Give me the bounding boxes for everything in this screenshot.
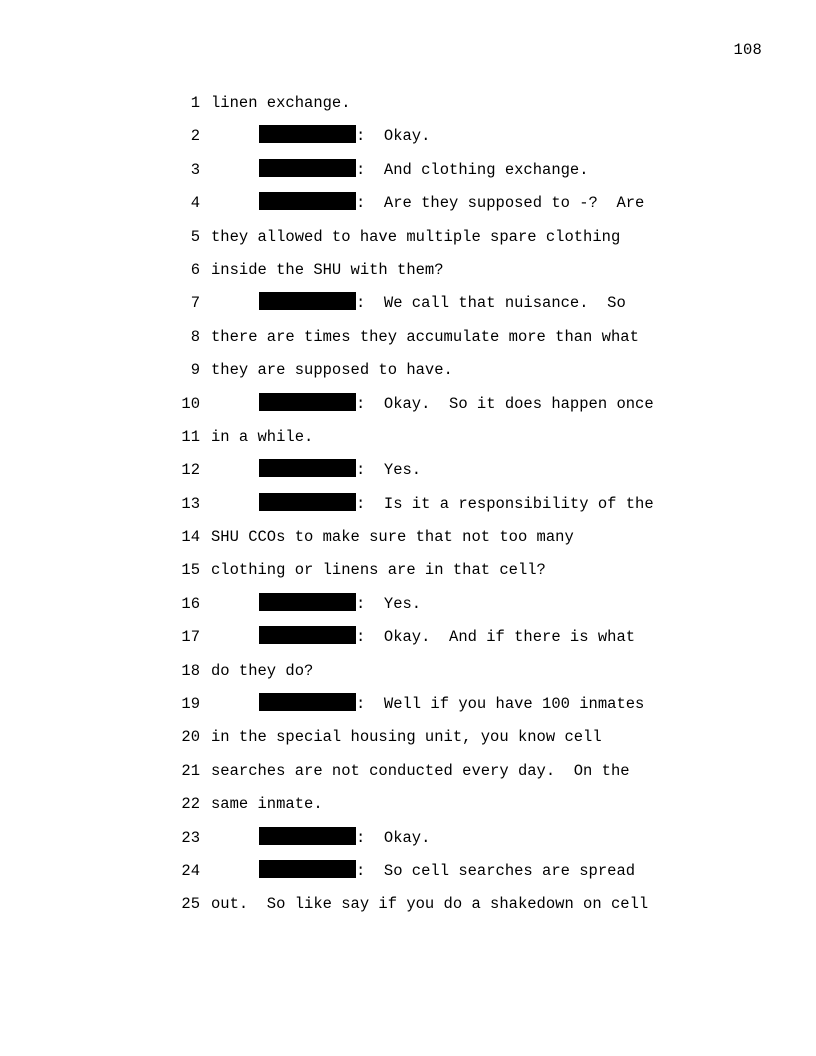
transcript-line bbox=[0, 259, 816, 292]
speaker-redaction-box bbox=[259, 459, 356, 477]
transcript-line bbox=[0, 92, 816, 125]
line-number: 21 bbox=[181, 761, 200, 780]
line-content: : Okay. And if there is what bbox=[356, 628, 636, 647]
line-number: 12 bbox=[181, 461, 200, 480]
transcript-line bbox=[0, 726, 816, 759]
line-number: 8 bbox=[190, 327, 200, 346]
line-number: 25 bbox=[181, 895, 200, 914]
line-content: do they do? bbox=[211, 661, 314, 680]
transcript-line bbox=[0, 559, 816, 592]
transcript-line bbox=[0, 693, 816, 726]
line-text bbox=[211, 860, 635, 882]
line-number: 1 bbox=[190, 94, 200, 112]
speaker-redaction-box bbox=[259, 159, 356, 177]
transcript-line bbox=[0, 192, 816, 225]
speaker-redaction-box bbox=[259, 393, 356, 411]
line-number: 11 bbox=[181, 427, 200, 446]
transcript-line bbox=[0, 459, 816, 492]
line-text bbox=[211, 793, 323, 815]
line-number: 15 bbox=[181, 561, 200, 580]
line-content: inside the SHU with them? bbox=[211, 260, 444, 279]
line-content: clothing or linens are in that cell? bbox=[211, 561, 546, 580]
line-text bbox=[211, 426, 313, 448]
transcript-line bbox=[0, 159, 816, 192]
line-text bbox=[211, 693, 644, 715]
line-content: : Is it a responsibility of the bbox=[356, 494, 654, 513]
line-number: 24 bbox=[181, 861, 200, 880]
speaker-redaction-box bbox=[259, 626, 356, 644]
line-content: searches are not conducted every day. On the bbox=[211, 761, 630, 780]
line-text bbox=[211, 359, 453, 381]
line-number: 5 bbox=[190, 227, 200, 246]
transcript-line bbox=[0, 359, 816, 392]
transcript-line bbox=[0, 292, 816, 325]
line-text bbox=[211, 226, 620, 248]
transcript-line bbox=[0, 760, 816, 793]
line-number: 3 bbox=[190, 160, 200, 179]
line-text bbox=[211, 893, 648, 915]
line-content: in the special housing unit, you know cell bbox=[211, 728, 602, 747]
line-number: 16 bbox=[181, 594, 200, 613]
line-text bbox=[211, 292, 626, 314]
line-text bbox=[211, 92, 351, 114]
line-content: in a while. bbox=[211, 427, 314, 446]
line-number: 17 bbox=[181, 628, 200, 647]
line-number: 7 bbox=[190, 294, 200, 313]
line-text bbox=[211, 559, 546, 581]
speaker-redaction-box bbox=[259, 827, 356, 845]
line-content: there are times they accumulate more than what bbox=[211, 327, 639, 346]
line-content: : And clothing exchange. bbox=[356, 160, 589, 179]
line-text bbox=[211, 726, 602, 748]
line-content: : Okay. So it does happen once bbox=[356, 394, 654, 413]
line-number: 13 bbox=[181, 494, 200, 513]
speaker-redaction-box bbox=[259, 493, 356, 511]
speaker-redaction-box bbox=[259, 693, 356, 711]
speaker-redaction-box bbox=[259, 192, 356, 210]
line-text bbox=[211, 660, 313, 682]
transcript-line bbox=[0, 660, 816, 693]
line-number: 6 bbox=[190, 260, 200, 279]
line-content: they allowed to have multiple spare clothing bbox=[211, 227, 621, 246]
line-content: : Okay. bbox=[356, 127, 431, 146]
line-text bbox=[211, 459, 421, 481]
line-text bbox=[211, 259, 444, 281]
page-number: 108 bbox=[733, 41, 762, 59]
line-text bbox=[211, 526, 574, 548]
line-content: : We call that nuisance. So bbox=[356, 294, 626, 313]
line-number: 4 bbox=[190, 194, 200, 213]
speaker-redaction-box bbox=[259, 292, 356, 310]
line-text bbox=[211, 125, 430, 147]
line-number: 19 bbox=[181, 695, 200, 714]
transcript-line bbox=[0, 226, 816, 259]
line-text bbox=[211, 760, 630, 782]
line-text bbox=[211, 827, 430, 849]
transcript-line bbox=[0, 426, 816, 459]
line-content: linen exchange. bbox=[211, 94, 351, 112]
line-content: : Well if you have 100 inmates bbox=[356, 695, 645, 714]
transcript-line bbox=[0, 326, 816, 359]
line-text bbox=[211, 192, 644, 214]
line-content: : So cell searches are spread bbox=[356, 861, 636, 880]
line-number: 2 bbox=[190, 127, 200, 146]
speaker-redaction-box bbox=[259, 593, 356, 611]
line-content: : Are they supposed to -? Are bbox=[356, 194, 645, 213]
line-text bbox=[211, 626, 635, 648]
line-content: out. So like say if you do a shakedown on cell bbox=[211, 895, 649, 914]
line-number: 22 bbox=[181, 795, 200, 814]
line-number: 23 bbox=[181, 828, 200, 847]
line-number: 9 bbox=[190, 361, 200, 380]
transcript-line bbox=[0, 626, 816, 659]
transcript-line bbox=[0, 860, 816, 893]
transcript-line bbox=[0, 793, 816, 826]
transcript-line bbox=[0, 827, 816, 860]
line-number: 18 bbox=[181, 661, 200, 680]
transcript-line bbox=[0, 593, 816, 626]
line-text bbox=[211, 493, 654, 515]
line-content: : Yes. bbox=[356, 594, 422, 613]
line-number: 10 bbox=[181, 394, 200, 413]
transcript-line bbox=[0, 893, 816, 926]
line-text bbox=[211, 159, 589, 181]
line-text bbox=[211, 593, 421, 615]
line-content: they are supposed to have. bbox=[211, 361, 453, 380]
line-number: 20 bbox=[181, 728, 200, 747]
line-text bbox=[211, 393, 654, 415]
line-text bbox=[211, 326, 639, 348]
line-content: same inmate. bbox=[211, 795, 323, 814]
transcript-lines bbox=[0, 92, 816, 927]
transcript-line bbox=[0, 393, 816, 426]
speaker-redaction-box bbox=[259, 125, 356, 143]
line-content: : Okay. bbox=[356, 828, 431, 847]
transcript-line bbox=[0, 526, 816, 559]
speaker-redaction-box bbox=[259, 860, 356, 878]
line-number: 14 bbox=[181, 528, 200, 547]
transcript-line bbox=[0, 125, 816, 158]
line-content: : Yes. bbox=[356, 461, 422, 480]
transcript-line bbox=[0, 493, 816, 526]
line-content: SHU CCOs to make sure that not too many bbox=[211, 528, 574, 547]
